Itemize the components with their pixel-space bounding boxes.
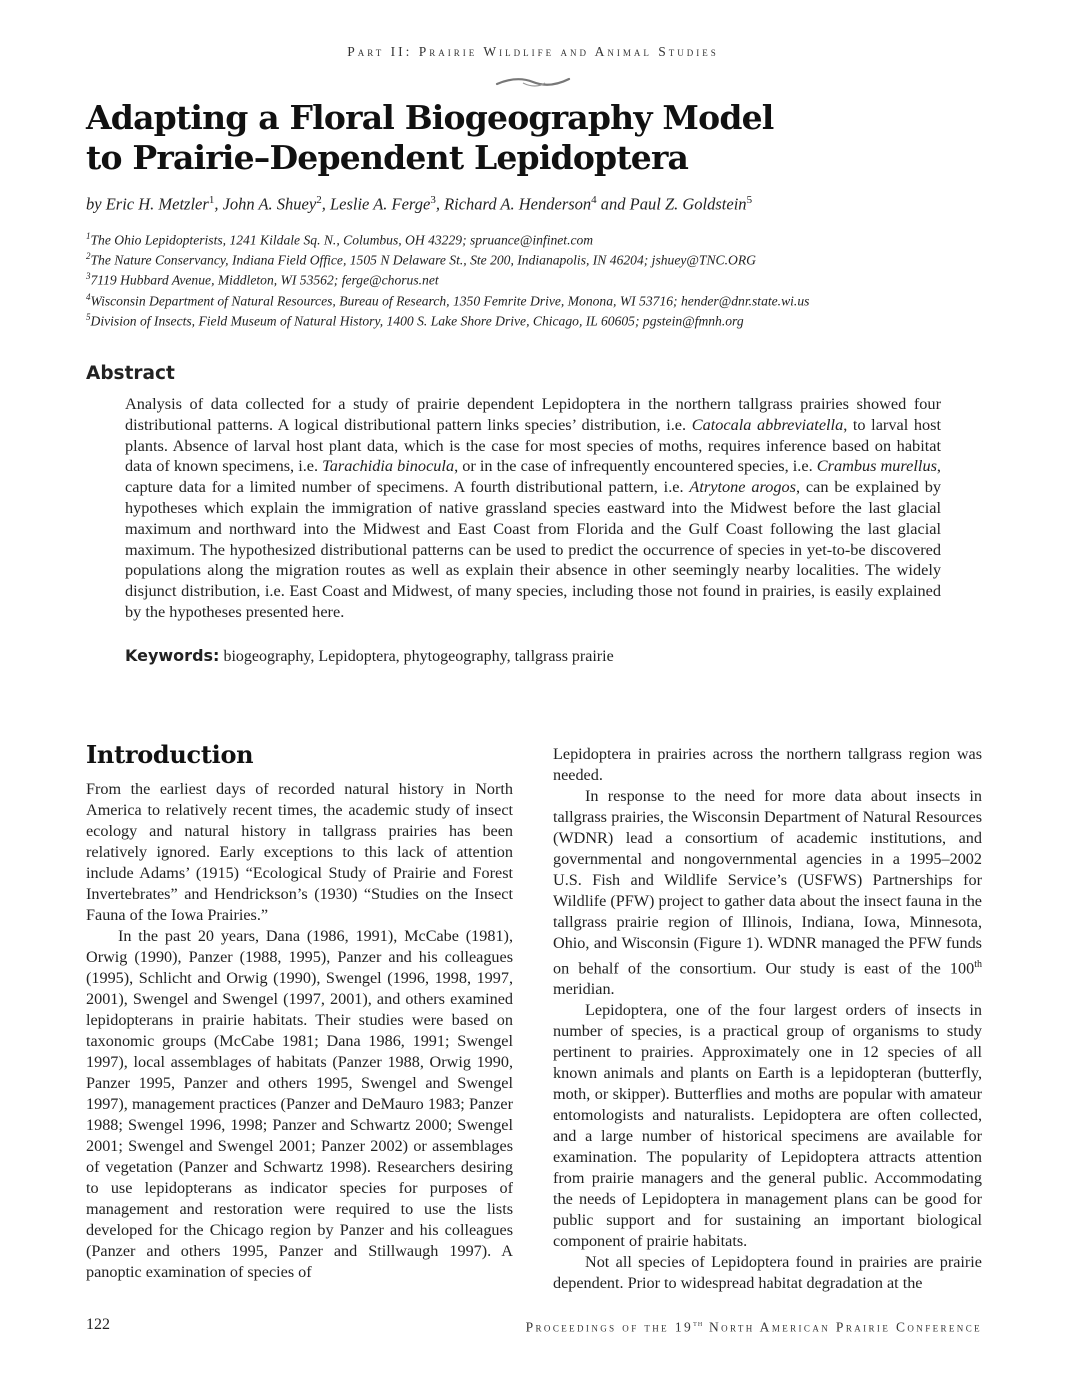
affiliations	[86, 226, 809, 327]
affiliation-line: $^5$Division of Insects, Field Museum of Natural History, 1400 S. Lake Shore Drive, Chicago, IL 60605; pgstein@fmnh.org	[86, 311, 744, 329]
author-affil-marker: 3	[430, 194, 436, 206]
article-title	[86, 98, 986, 178]
ornament-flourish-icon	[493, 74, 573, 90]
species-name: Crambus murellus	[816, 456, 937, 476]
page-number: 122	[86, 1316, 110, 1333]
author-list: by Eric H. Metzler$^1$, John A. Shuey$^2$, Leslie A. Ferge$^3$, Richard A. Henderson$^4$ and Paul Z. Goldstein$^5$	[86, 194, 753, 214]
keywords-label: Keywords:	[125, 646, 220, 665]
body-paragraph: Lepidoptera, one of the four largest orders of insects in number of species, is a practical group of organisms to study pertinent to prairies. Approximately one in 12 species of all known animals and plants on Earth is a lepidopteran (butterfly, moth, or skipper). Butterflies and moths are popular with amateur entomologists and naturalists. Lepidoptera are often collected, and a large number of historical specimens are available for examination. The popularity of Lepidoptera attracts attention from prairie managers and the general public. Accommodating the needs of Lepidoptera in management plans can be good for public support and for sustaining an important biological component of prairie habitats.	[553, 1001, 982, 1251]
body-paragraph: Lepidoptera in prairies across the northern tallgrass region was needed.	[553, 745, 982, 784]
abstract-text: Analysis of data collected for a study of prairie dependent Lepidoptera in the northern tallgrass prairies showed four distributional patterns. A logical distributional pattern links species’ distribution, i.e. Catocala abbreviatella, to larval host plants. Absence of larval host plant data, which is the case for most species of moths, requires inference based on habitat data of known specimens, i.e. Tarachidia binocula, or in the case of infrequently encountered species, i.e. Crambus murellus, capture data for a limited number of specimens. A fourth distributional pattern, i.e. Atrytone arogos, can be explained by hypotheses which explain the immigration of native grassland species eastward into the Midwest before the last glacial maximum and northward into the Midwest and East Coast from Florida and the Gulf Coast following the last glacial maximum. The hypothesized distributional patterns can be used to predict the occurrence of species in yet-to-be discovered populations along the migration routes as well as explain their absence in other seemingly nearby localities. The widely disjunct distribution, i.e. East Coast and Midwest, of many species, including those not found in prairies, is easily explained by the hypotheses presented here.	[125, 394, 942, 621]
left-column	[86, 779, 513, 1283]
abstract-heading: Abstract	[86, 363, 175, 384]
body-paragraph: In response to the need for more data about insects in tallgrass prairies, the Wisconsin Department of Natural Resources (WDNR) lead a consortium of academic institutions, and governmental and nongovernmental agencies in a 1995–2002 U.S. Fish and Wildlife Service’s (USFWS) Partnerships for Wildlife (PFW) project to gather data about the insect fauna in the tallgrass prairie region of Illinois, Indiana, Iowa, Minnesota, Ohio, and Wisconsin (Figure 1). WDNR managed the PFW funds on behalf of the consortium. Our study is east of the 100th meridian.	[553, 787, 982, 999]
affiliation-line: $^4$Wisconsin Department of Natural Resources, Bureau of Research, 1350 Femrite Drive, Monona, WI 53716; hender@dnr.state.wi.us	[86, 291, 810, 309]
author-name: Paul Z. Goldstein	[629, 194, 747, 214]
author-affil-marker: 4	[591, 194, 597, 206]
author-name: Leslie A. Ferge	[329, 194, 431, 214]
title-line-2: to Prairie–Dependent Lepidoptera	[86, 138, 689, 177]
keywords	[125, 646, 614, 666]
right-column	[553, 744, 982, 1294]
introduction-heading: Introduction	[86, 740, 254, 769]
species-name: Catocala abbreviatella	[691, 414, 844, 434]
author-name: Richard A. Henderson	[444, 194, 592, 214]
author-name: John A. Shuey	[222, 194, 317, 214]
author-affil-marker: 5	[746, 194, 753, 206]
running-footer: Proceedings of the 19th North American Prairie Conference	[525, 1318, 982, 1335]
keywords-list: biogeography, Lepidoptera, phytogeography, tallgrass prairie	[223, 648, 614, 665]
running-head: Part II: Prairie Wildlife and Animal Studies	[347, 44, 719, 59]
body-paragraph: In the past 20 years, Dana (1986, 1991), McCabe (1981), Orwig (1990), Panzer (1988, 1995), Panzer and his colleagues (1995), Schlicht and Orwig (1990), Swengel (1996, 1998, 1997, 2001), Swengel and Swengel (1997, 2001), and others examined lepidopterans in prairie habitats. Their studies were based on taxonomic groups (McCabe 1981; Dana 1986, 1991; Swengel 1997), local assemblages of habitats (Panzer 1988, Orwig 1990, Panzer 1995, Panzer and others 1995, Swengel and Swengel 1997), management practices (Panzer and DeMauro 1983; Panzer 1988; Swengel 1996, 1998; Panzer and Schwartz 2000; Swengel 2001; Swengel and Swengel 2001; Panzer 2002) or assemblages of vegetation (Panzer and Schwartz 1998). Researchers desiring to use lepidopterans as indicator species for purposes of management and restoration were required to use the lists developed for the Chicago region by Panzer and his colleagues (Panzer and others 1995, Panzer and Stillwaugh 1997). A panoptic examination of species of	[86, 927, 513, 1281]
species-name: Tarachidia binocula	[322, 456, 455, 476]
species-name: Atrytone arogos	[689, 477, 796, 497]
author-affil-marker: 1	[208, 194, 215, 206]
affiliation-line: $^3$7119 Hubbard Avenue, Middleton, WI 53562; ferge@chorus.net	[86, 271, 439, 288]
affiliation-line: $^2$The Nature Conservancy, Indiana Field Office, 1505 N Delaware St., Ste 200, Indianapolis, IN 46204; jshuey@TNC.ORG	[86, 251, 756, 268]
author-affil-marker: 2	[316, 194, 322, 206]
author-name: by Eric H. Metzler	[86, 194, 209, 214]
body-paragraph: Not all species of Lepidoptera found in prairies are prairie dependent. Prior to widespread habitat degradation at the	[553, 1253, 982, 1293]
title-line-1: Adapting a Floral Biogeography Model	[86, 98, 774, 137]
body-paragraph: From the earliest days of recorded natural history in North America to relatively recent times, the academic study of insect ecology and natural history in tallgrass prairies has been relatively ignored. Early exceptions to this lack of attention include Adams’ (1915) “Ecological Study of Prairie and Forest Invertebrates” and Hendrickson’s (1930) “Studies on the Insect Fauna of the Iowa Prairies.”	[86, 780, 513, 924]
affiliation-line: $^1$The Ohio Lepidopterists, 1241 Kildale Sq. N., Columbus, OH 43229; spruance@infinet.com	[86, 231, 594, 248]
